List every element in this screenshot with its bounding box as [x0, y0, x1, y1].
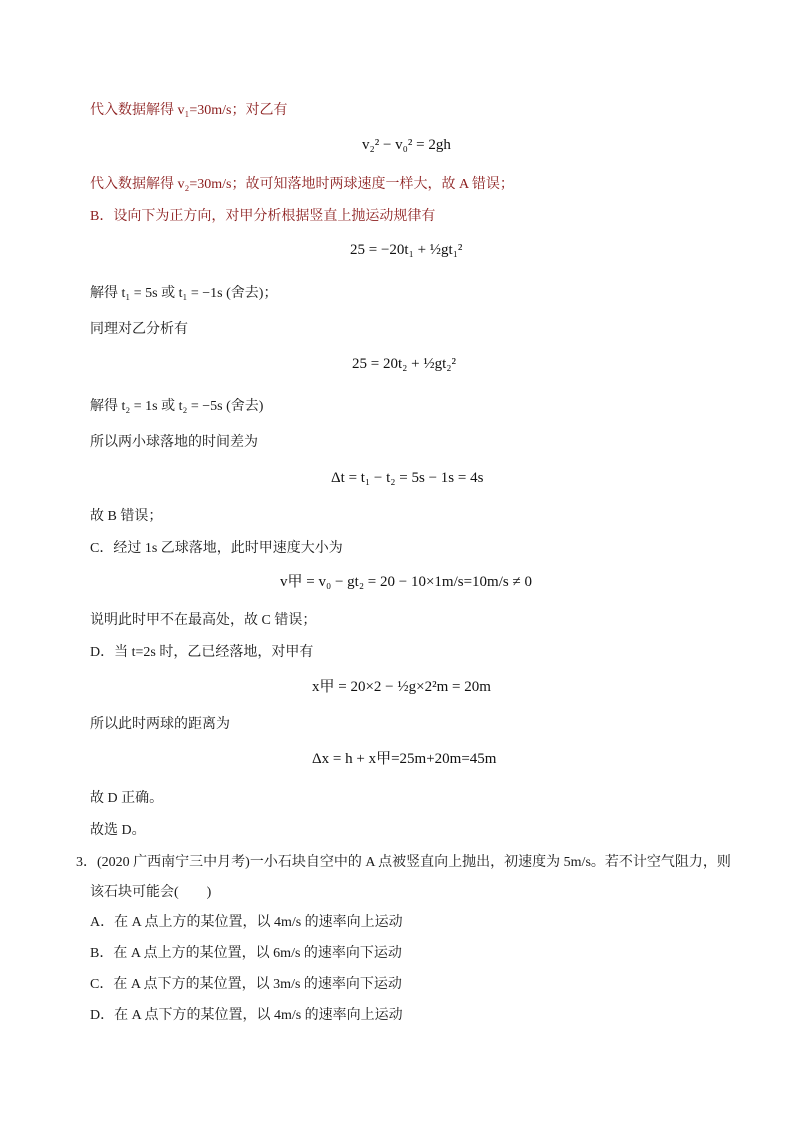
option-c: C．在 A 点下方的某位置，以 3m/s 的速率向下运动: [90, 977, 402, 992]
question-stem: 该石块可能会( ): [90, 885, 212, 900]
option-b: B．在 A 点上方的某位置，以 6m/s 的速率向下运动: [90, 946, 402, 961]
equation-time-difference: [331, 468, 483, 488]
equation-v2-squared: [362, 135, 451, 155]
solution-line: 解得 t₁ = 5s 或 t₁ = −1s (舍去)；: [90, 286, 278, 301]
equation-text: 25 = 20t₂ + ½gt₂²: [352, 356, 456, 372]
solution-answer: 故选 D。: [90, 823, 146, 838]
equation-text: Δx = h + x甲=25m+20m=45m: [312, 751, 497, 767]
solution-line: B．设向下为正方向，对甲分析根据竖直上抛运动规律有: [90, 209, 436, 224]
equation-distance: [312, 749, 496, 769]
equation-jia-velocity: [280, 572, 532, 592]
solution-line: 故 D 正确。: [90, 791, 164, 806]
solution-line: 同理对乙分析有: [90, 322, 188, 337]
equation-text: 25 = −20t₁ + ½gt₁²: [350, 242, 463, 258]
equation-jia-motion: [350, 240, 462, 260]
equation-text: x甲 = 20×2 − ½g×2²m = 20m: [312, 679, 491, 695]
solution-line: D．当 t=2s 时，乙已经落地，对甲有: [90, 645, 314, 660]
equation-text: v₂² − v₀² = 2gh: [362, 137, 451, 153]
equation-jia-displacement: [312, 677, 491, 697]
solution-line: 故 B 错误；: [90, 509, 163, 524]
solution-line: C．经过 1s 乙球落地，此时甲速度大小为: [90, 541, 343, 556]
option-d: D．在 A 点下方的某位置，以 4m/s 的速率向上运动: [90, 1008, 403, 1023]
solution-line: 解得 t₂ = 1s 或 t₂ = −5s (舍去): [90, 399, 264, 414]
option-a: A．在 A 点上方的某位置，以 4m/s 的速率向上运动: [90, 915, 403, 930]
solution-line: 代入数据解得 v₁=30m/s；对乙有: [90, 103, 288, 118]
equation-text: Δt = t₁ − t₂ = 5s − 1s = 4s: [331, 470, 484, 486]
equation-yi-motion: [352, 354, 456, 374]
solution-line: 所以此时两球的距离为: [90, 717, 230, 732]
solution-line: 说明此时甲不在最高处，故 C 错误；: [90, 613, 317, 628]
solution-line: 所以两小球落地的时间差为: [90, 435, 258, 450]
equation-text: v甲 = v₀ − gt₂ = 20 − 10×1m/s=10m/s ≠ 0: [280, 574, 532, 590]
question-stem: 3．(2020 广西南宁三中月考)一小石块自空中的 A 点被竖直向上抛出，初速度为 5m/s。若不计空气阻力，则: [76, 855, 731, 870]
solution-line: 代入数据解得 v₂=30m/s；故可知落地时两球速度一样大，故 A 错误；: [90, 177, 514, 192]
